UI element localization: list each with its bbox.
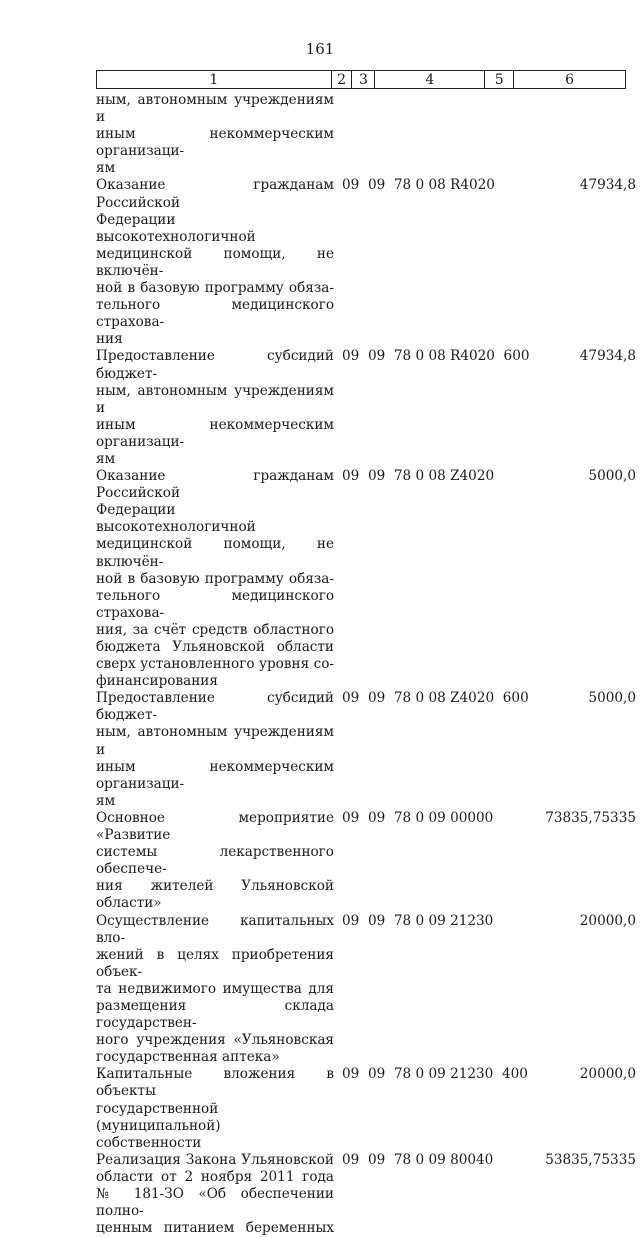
row-amount: 20000,0 bbox=[579, 1066, 636, 1083]
page-number: 161 bbox=[305, 40, 335, 58]
row-description bbox=[96, 690, 334, 810]
text-line: ной в базовую программу обяза- bbox=[96, 280, 334, 297]
text-line: Федерации высокотехнологичной bbox=[96, 502, 256, 536]
table-row bbox=[96, 913, 636, 1067]
text-line: ям bbox=[96, 450, 116, 467]
text-line: ной в базовую программу обяза- bbox=[96, 570, 334, 587]
row-amount: 5000,0 bbox=[588, 690, 636, 707]
text-line: ным, автономным учреждениям и bbox=[96, 724, 334, 758]
table-row bbox=[96, 348, 636, 468]
row-code: 09 09 78 0 08 Z4020 600 bbox=[342, 690, 529, 707]
budget-rows bbox=[96, 92, 636, 1237]
table-row bbox=[96, 1152, 636, 1237]
text-line: финансирования bbox=[96, 673, 218, 690]
header-col-4: 4 bbox=[375, 71, 485, 89]
row-amount: 73835,75335 bbox=[545, 809, 636, 826]
row-code: 09 09 78 0 09 00000 bbox=[342, 809, 494, 826]
row-code: 09 09 78 0 08 R4020 600 bbox=[342, 348, 530, 365]
text-line: иным некоммерческим организаци- bbox=[96, 758, 334, 792]
header-col-6: 6 bbox=[514, 71, 626, 89]
text-line: Федерации высокотехнологичной bbox=[96, 211, 256, 245]
row-code: 09 09 78 0 09 80040 bbox=[342, 1151, 494, 1168]
header-col-3: 3 bbox=[352, 71, 375, 89]
row-code: 09 09 78 0 08 R4020 bbox=[342, 177, 495, 194]
text-line: Оказание гражданам Российской bbox=[96, 468, 334, 502]
text-line: жений в целях приобретения объек- bbox=[96, 946, 334, 980]
text-line: государственной (муниципальной) bbox=[96, 1100, 221, 1134]
row-code: 09 09 78 0 09 21230 bbox=[342, 912, 494, 929]
text-line: тельного медицинского страхова- bbox=[96, 587, 334, 621]
text-line: Предоставление субсидий бюджет- bbox=[96, 348, 334, 382]
row-amount: 47934,8 bbox=[579, 348, 636, 365]
text-line: Реализация Закона Ульяновской bbox=[96, 1151, 334, 1168]
table-row bbox=[96, 92, 636, 177]
text-line: ния, за счёт средств областного bbox=[96, 621, 334, 638]
row-description bbox=[96, 177, 334, 348]
header-col-5: 5 bbox=[485, 71, 514, 89]
row-code: 09 09 78 0 09 21230 400 bbox=[342, 1066, 528, 1083]
text-line: ям bbox=[96, 160, 116, 177]
table-row bbox=[96, 690, 636, 810]
text-line: та недвижимого имущества для bbox=[96, 980, 334, 997]
text-line: Капитальные вложения в объекты bbox=[96, 1066, 334, 1100]
row-description bbox=[96, 1152, 334, 1237]
text-line: Осуществление капитальных вло- bbox=[96, 912, 334, 946]
text-line: сверх установленного уровня со- bbox=[96, 656, 334, 673]
header-col-1: 1 bbox=[97, 71, 332, 89]
text-line: ния bbox=[96, 331, 123, 348]
text-line: ного учреждения «Ульяновская bbox=[96, 1032, 334, 1049]
text-line: ным, автономным учреждениям и bbox=[96, 92, 334, 126]
text-line: № 181-ЗО «Об обеспечении полно- bbox=[96, 1186, 334, 1220]
row-description bbox=[96, 810, 334, 913]
text-line: государственная аптека» bbox=[96, 1049, 280, 1066]
row-description bbox=[96, 92, 334, 177]
text-line: медицинской помощи, не включён- bbox=[96, 245, 334, 279]
text-line: иным некоммерческим организаци- bbox=[96, 416, 334, 450]
text-line: бюджета Ульяновской области bbox=[96, 639, 334, 655]
row-code: 09 09 78 0 08 Z4020 bbox=[342, 468, 495, 485]
table-row bbox=[96, 177, 636, 348]
row-description bbox=[96, 1066, 334, 1151]
text-line: системы лекарственного обеспече- bbox=[96, 844, 334, 878]
text-line: Оказание гражданам Российской bbox=[96, 177, 334, 211]
text-line: иным некоммерческим организаци- bbox=[96, 126, 334, 160]
row-description bbox=[96, 913, 334, 1067]
table-row bbox=[96, 468, 636, 690]
row-amount: 5000,0 bbox=[588, 468, 636, 485]
table-row bbox=[96, 1066, 636, 1151]
row-description bbox=[96, 348, 334, 468]
column-header-table bbox=[96, 70, 626, 89]
table-row bbox=[96, 810, 636, 913]
row-amount: 20000,0 bbox=[579, 912, 636, 929]
header-col-2: 2 bbox=[331, 71, 352, 89]
row-amount: 53835,75335 bbox=[545, 1151, 636, 1168]
text-line: собственности bbox=[96, 1134, 202, 1151]
text-line: ния жителей Ульяновской области» bbox=[96, 878, 334, 912]
text-line: Предоставление субсидий бюджет- bbox=[96, 690, 334, 724]
text-line: области от 2 ноября 2011 года bbox=[96, 1168, 334, 1185]
text-line: ям bbox=[96, 792, 116, 809]
text-line: тельного медицинского страхова- bbox=[96, 297, 334, 331]
text-line: Основное мероприятие «Развитие bbox=[96, 809, 334, 844]
text-line: ценным питанием беременных bbox=[96, 1220, 334, 1237]
row-description bbox=[96, 468, 334, 690]
text-line: медицинской помощи, не включён- bbox=[96, 536, 334, 570]
row-amount: 47934,8 bbox=[579, 177, 636, 194]
text-line: размещения склада государствен- bbox=[96, 997, 334, 1032]
text-line: ным, автономным учреждениям и bbox=[96, 382, 334, 416]
